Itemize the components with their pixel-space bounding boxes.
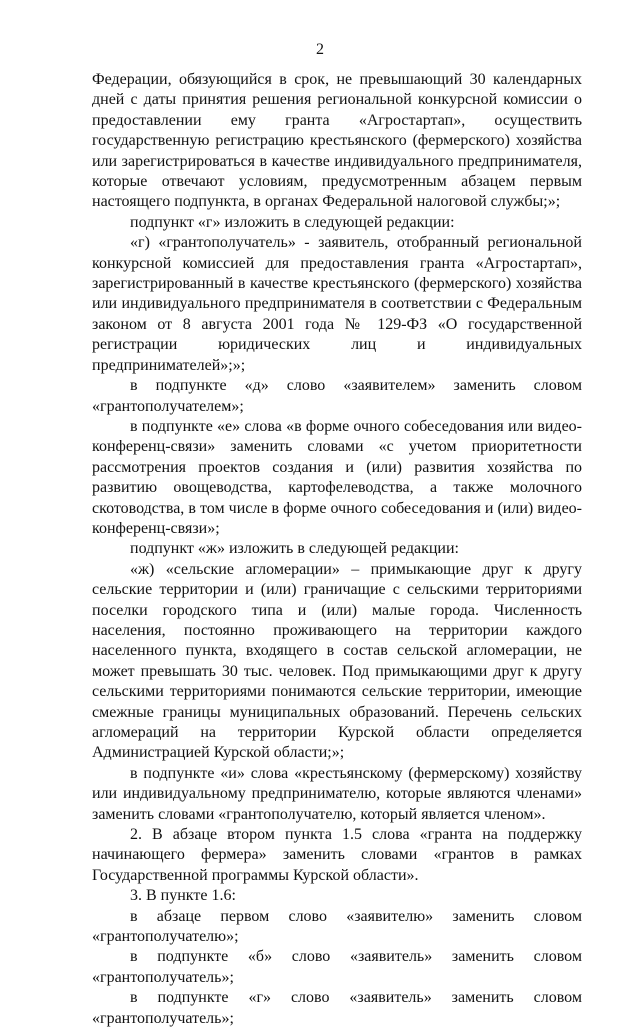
paragraph: подпункт «ж» изложить в следующей редакции: <box>130 540 459 558</box>
paragraph: в абзаце первом слово «заявителю» заменить словом «грантополучателю»; <box>92 907 582 946</box>
paragraph: в подпункте «б» слово «заявитель» заменить словом «грантополучатель»; <box>92 948 582 986</box>
paragraph: в подпункте «е» слова «в форме очного собеседования или видео-конференц-связи» заменить словами «с учетом приоритетности рассмотрения проектов создания и (или) развития хозяйства по развитию овощеводства, картофелеводства, а также молочного скотоводства, в том числе в форме очного собеседования и (или) видео-конференц-связи»; <box>92 417 582 537</box>
document-body <box>92 70 582 1029</box>
paragraph: «г) «грантополучатель» - заявитель, отобранный региональной конкурсной комиссией для предоставления гранта «Агростартап», зарегистрированный в качестве крестьянского (фермерского) хозяйства или индивидуального предпринимателя в соответствии с Федеральным законом от 8 августа 2001 года № 129-ФЗ «О государственной регистрации юридических лиц и индивидуальных предпринимателей»;»; <box>92 234 582 374</box>
paragraph: 3. В пункте 1.6: <box>130 887 236 905</box>
page-number: 2 <box>316 41 324 58</box>
paragraph-continuation: Федерации, обязующийся в срок, не превышающий 30 календарных дней с даты принятия решения региональной конкурсной комиссии о предоставлении ему гранта «Агростартап», осуществить государственную регистрацию крестьянского (фермерского) хозяйства или зарегистрироваться в качестве индивидуального предпринимателя, которые отвечают условиям, предусмотренным абзацем первым настоящего подпункта, в органах Федеральной налоговой службы;»; <box>92 71 582 211</box>
paragraph: в подпункте «д» слово «заявителем» заменить словом «грантополучателем»; <box>92 377 582 415</box>
paragraph: подпункт «г» изложить в следующей редакции: <box>130 213 455 231</box>
paragraph: 2. В абзаце втором пункта 1.5 слова «гранта на поддержку начинающего фермера» заменить словами «грантов в рамках Государственной программы Курской области». <box>92 826 582 884</box>
paragraph: «ж) «сельские агломерации» – примыкающие друг к другу сельские территории и (или) граничащие с сельскими территориями поселки городского типа и (или) малые города. Численность населения, постоянно проживающего на территории каждого населенного пункта, входящего в состав сельской агломерации, не может превышать 30 тыс. человек. Под примыкающими друг к другу сельскими территориями понимаются сельские территории, имеющие смежные границы муниципальных образований. Перечень сельских агломераций на территории Курской области определяется Администрацией Курской области;»; <box>92 560 582 762</box>
paragraph: в подпункте «г» слово «заявитель» заменить словом «грантополучатель»; <box>92 989 582 1027</box>
paragraph: в подпункте «и» слова «крестьянскому (фермерскому) хозяйству или индивидуальному предпринимателю, которые являются членами» заменить словами «грантополучателю, который является членом». <box>92 764 582 823</box>
